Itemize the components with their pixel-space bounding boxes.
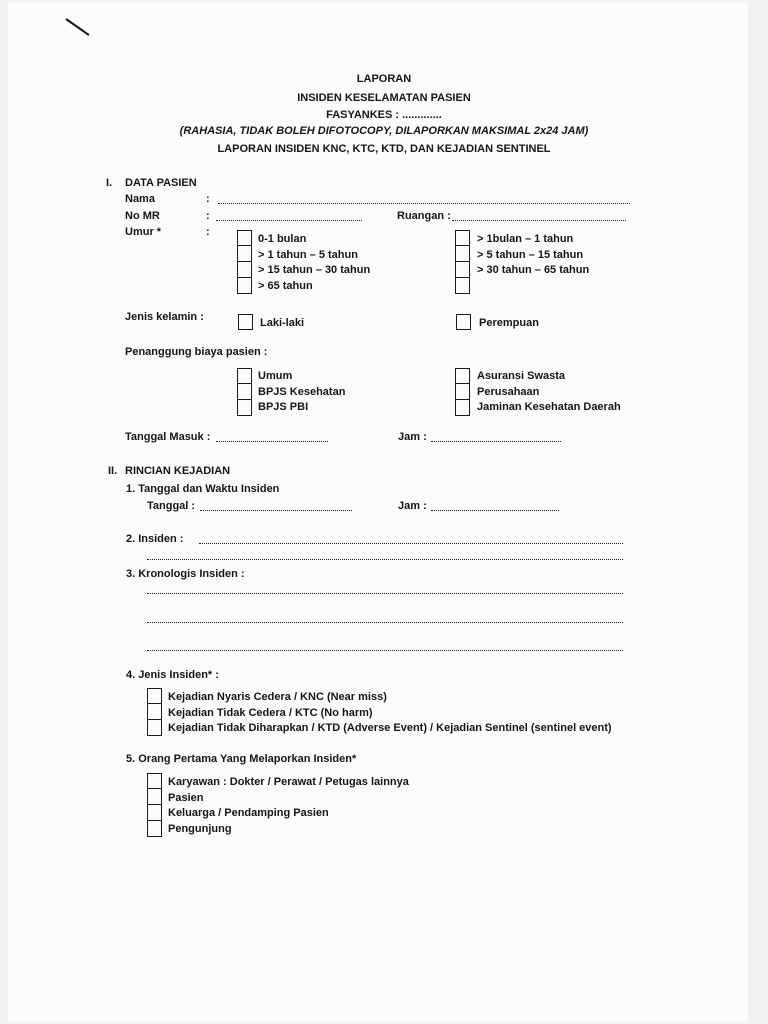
age-30-65-tahun-checkbox[interactable] bbox=[455, 262, 470, 278]
age-option: > 1bulan – 1 tahun bbox=[477, 233, 574, 245]
age-5-15-tahun-checkbox[interactable] bbox=[455, 246, 470, 262]
payer-right-labels bbox=[477, 369, 621, 416]
q5-option: Pengunjung bbox=[168, 822, 232, 835]
q1-label: 1. Tanggal dan Waktu Insiden bbox=[126, 483, 280, 495]
pasien-checkbox[interactable] bbox=[147, 789, 162, 805]
umur-label: Umur * bbox=[125, 226, 162, 238]
section2-title: RINCIAN KEJADIAN bbox=[125, 465, 231, 477]
age-right-checkboxes bbox=[455, 230, 470, 294]
gender-label: Jenis kelamin : bbox=[125, 311, 204, 323]
age-0-1-bulan-checkbox[interactable] bbox=[237, 230, 252, 246]
payer-bpjs-checkbox[interactable] bbox=[237, 384, 252, 400]
section2-number: II. bbox=[108, 465, 118, 477]
age-left-checkboxes bbox=[237, 230, 252, 294]
jam-masuk-label: Jam : bbox=[398, 431, 427, 443]
q5-label: 5. Orang Pertama Yang Melaporkan Insiden* bbox=[126, 753, 357, 765]
ruangan-field[interactable] bbox=[452, 220, 626, 221]
age-option: 0-1 bulan bbox=[258, 233, 307, 245]
q4-label: 4. Jenis Insiden* : bbox=[126, 669, 219, 681]
age-right-labels bbox=[477, 232, 589, 279]
document-page bbox=[8, 2, 748, 1022]
age-65-tahun-checkbox[interactable] bbox=[237, 278, 252, 294]
q5-option: Keluarga / Pendamping Pasien bbox=[168, 807, 329, 819]
q2-field-line2[interactable] bbox=[147, 559, 623, 560]
q4-option: Kejadian Tidak Diharapkan / KTD (Adverse Event) / Kejadian Sentinel (sentinel event) bbox=[168, 722, 612, 734]
payer-umum-checkbox[interactable] bbox=[237, 368, 252, 384]
payer-option: Umum bbox=[258, 370, 293, 382]
payer-option: Asuransi Swasta bbox=[477, 370, 566, 382]
q4-option-labels bbox=[168, 690, 612, 737]
ktc-checkbox[interactable] bbox=[147, 704, 162, 720]
q4-option: Kejadian Nyaris Cedera / KNC (Near miss) bbox=[168, 691, 387, 703]
q5-option: Karyawan : Dokter / Perawat / Petugas lainnya bbox=[168, 776, 409, 788]
age-option: > 5 tahun – 15 tahun bbox=[477, 248, 584, 261]
q1-tanggal-field[interactable] bbox=[200, 510, 352, 511]
jam-masuk-field[interactable] bbox=[431, 441, 561, 442]
payer-bpjs-pbi-checkbox[interactable] bbox=[237, 400, 252, 416]
payer-right-checkboxes bbox=[455, 368, 470, 416]
age-1-5-tahun-checkbox[interactable] bbox=[237, 246, 252, 262]
q5-option: Pasien bbox=[168, 791, 204, 804]
section1-number: I. bbox=[106, 177, 113, 189]
ktd-sentinel-checkbox[interactable] bbox=[147, 720, 162, 736]
q2-label: 2. Insiden : bbox=[126, 533, 184, 545]
age-option: > 30 tahun – 65 tahun bbox=[477, 264, 590, 276]
age-15-30-tahun-checkbox[interactable] bbox=[237, 262, 252, 278]
q3-field-line1[interactable] bbox=[147, 593, 623, 594]
age-blank-checkbox[interactable] bbox=[455, 278, 470, 294]
payer-left-checkboxes bbox=[237, 368, 252, 416]
q2-field-line1[interactable] bbox=[199, 543, 623, 544]
section1-title: DATA PASIEN bbox=[125, 177, 197, 189]
age-option: > 1 tahun – 5 tahun bbox=[258, 248, 358, 261]
payer-option: Jaminan Kesehatan Daerah bbox=[477, 401, 621, 413]
q3-field-line3[interactable] bbox=[147, 650, 623, 651]
gender-male-label: Laki-laki bbox=[260, 317, 305, 329]
q4-checkboxes bbox=[147, 688, 162, 736]
payer-left-labels bbox=[258, 369, 345, 416]
knc-checkbox[interactable] bbox=[147, 688, 162, 704]
ruangan-label: Ruangan : bbox=[397, 210, 451, 222]
keluarga-checkbox[interactable] bbox=[147, 805, 162, 821]
q1-jam-label: Jam : bbox=[398, 500, 427, 512]
q3-label: 3. Kronologis Insiden : bbox=[126, 568, 245, 580]
gender-female-checkbox[interactable] bbox=[456, 314, 471, 330]
payer-asuransi-checkbox[interactable] bbox=[455, 368, 470, 384]
nama-field[interactable] bbox=[218, 203, 630, 204]
payer-option: Perusahaan bbox=[477, 385, 540, 398]
age-left-labels bbox=[258, 232, 370, 294]
nama-label: Nama bbox=[125, 193, 155, 205]
nama-colon: : bbox=[206, 193, 210, 205]
karyawan-checkbox[interactable] bbox=[147, 773, 162, 789]
gender-female-label: Perempuan bbox=[479, 317, 539, 329]
fasyankes-line: FASYANKES : ............. bbox=[326, 109, 442, 121]
q4-option: Kejadian Tidak Cedera / KTC (No harm) bbox=[168, 706, 373, 719]
gender-male-checkbox[interactable] bbox=[238, 314, 253, 330]
nomr-label: No MR bbox=[125, 210, 160, 222]
q5-checkboxes bbox=[147, 773, 162, 837]
nomr-colon: : bbox=[206, 210, 210, 222]
report-subtitle: INSIDEN KESELAMATAN PASIEN bbox=[297, 92, 471, 104]
age-option: > 65 tahun bbox=[258, 279, 313, 292]
tanggal-masuk-field[interactable] bbox=[216, 441, 328, 442]
nomr-field[interactable] bbox=[216, 220, 362, 221]
q3-field-line2[interactable] bbox=[147, 622, 623, 623]
confidential-note: (RAHASIA, TIDAK BOLEH DIFOTOCOPY, DILAPORKAN MAKSIMAL 2x24 JAM) bbox=[179, 125, 589, 137]
umur-colon: : bbox=[206, 226, 210, 238]
q5-option-labels bbox=[168, 775, 409, 837]
payer-option: BPJS Kesehatan bbox=[258, 385, 346, 398]
payer-label: Penanggung biaya pasien : bbox=[125, 346, 268, 358]
q1-jam-field[interactable] bbox=[431, 510, 559, 511]
payer-jamkesda-checkbox[interactable] bbox=[455, 400, 470, 416]
pengunjung-checkbox[interactable] bbox=[147, 821, 162, 837]
report-title: LAPORAN bbox=[356, 73, 412, 85]
age-option: > 15 tahun – 30 tahun bbox=[258, 264, 371, 276]
q1-tanggal-label: Tanggal : bbox=[147, 500, 196, 512]
age-1bulan-1tahun-checkbox[interactable] bbox=[455, 230, 470, 246]
tanggal-masuk-label: Tanggal Masuk : bbox=[125, 431, 211, 443]
report-type: LAPORAN INSIDEN KNC, KTC, KTD, DAN KEJADIAN SENTINEL bbox=[217, 143, 551, 155]
payer-perusahaan-checkbox[interactable] bbox=[455, 384, 470, 400]
payer-option: BPJS PBI bbox=[258, 401, 309, 413]
